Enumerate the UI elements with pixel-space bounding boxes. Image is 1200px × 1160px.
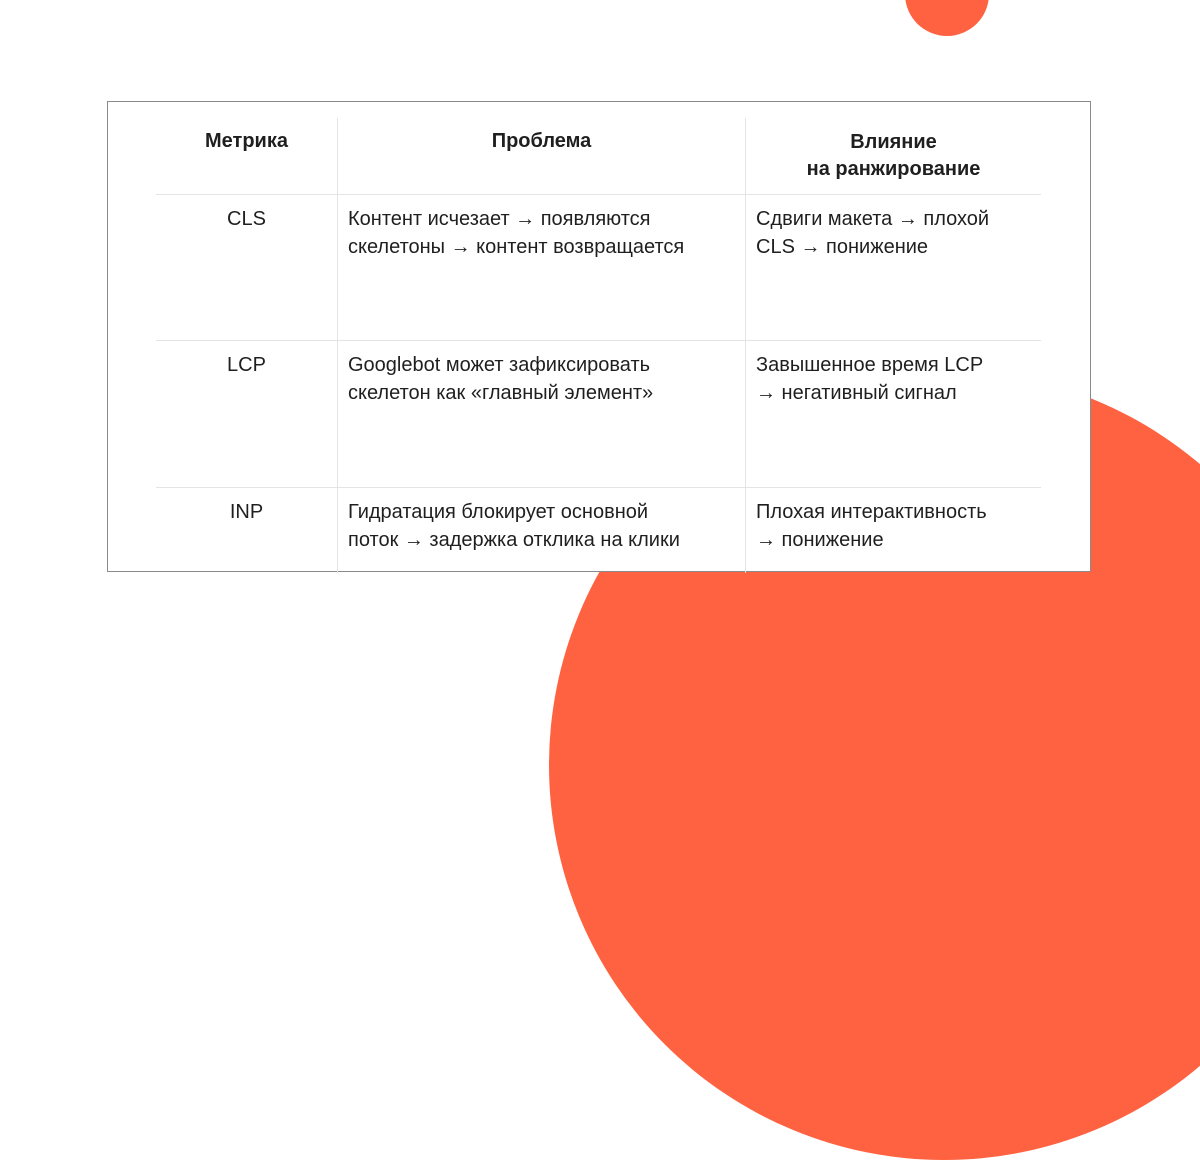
table-row-lcp-metric: LCP (156, 340, 337, 487)
table-row-inp-metric: INP (156, 487, 337, 573)
table-row-inp-problem: Гидратация блокирует основной поток → задержка отклика на клики (337, 487, 745, 573)
table-row-lcp-problem: Googlebot может зафиксировать скелетон как «главный элемент» (337, 340, 745, 487)
header-metric (156, 118, 337, 194)
table-row-inp-impact: Плохая интерактивность → понижение (745, 487, 1041, 573)
comparison-table-card (107, 101, 1091, 572)
table-row-cls-metric: CLS (156, 194, 337, 340)
table-row-lcp-impact: Завышенное время LCP → негативный сигнал (745, 340, 1041, 487)
header-problem (337, 118, 745, 194)
decorative-circle-top (905, 0, 989, 36)
header-problem-label: Проблема (491, 130, 592, 152)
comparison-table (156, 118, 1041, 573)
table-row-cls-impact: Сдвиги макета → плохой CLS → понижение (745, 194, 1041, 340)
header-impact-label: Влияние на ранжирование (806, 131, 981, 180)
header-impact (745, 118, 1041, 194)
header-metric-label: Метрика (205, 130, 288, 152)
table-row-cls-problem: Контент исчезает → появляются скелетоны → контент возвращается (337, 194, 745, 340)
